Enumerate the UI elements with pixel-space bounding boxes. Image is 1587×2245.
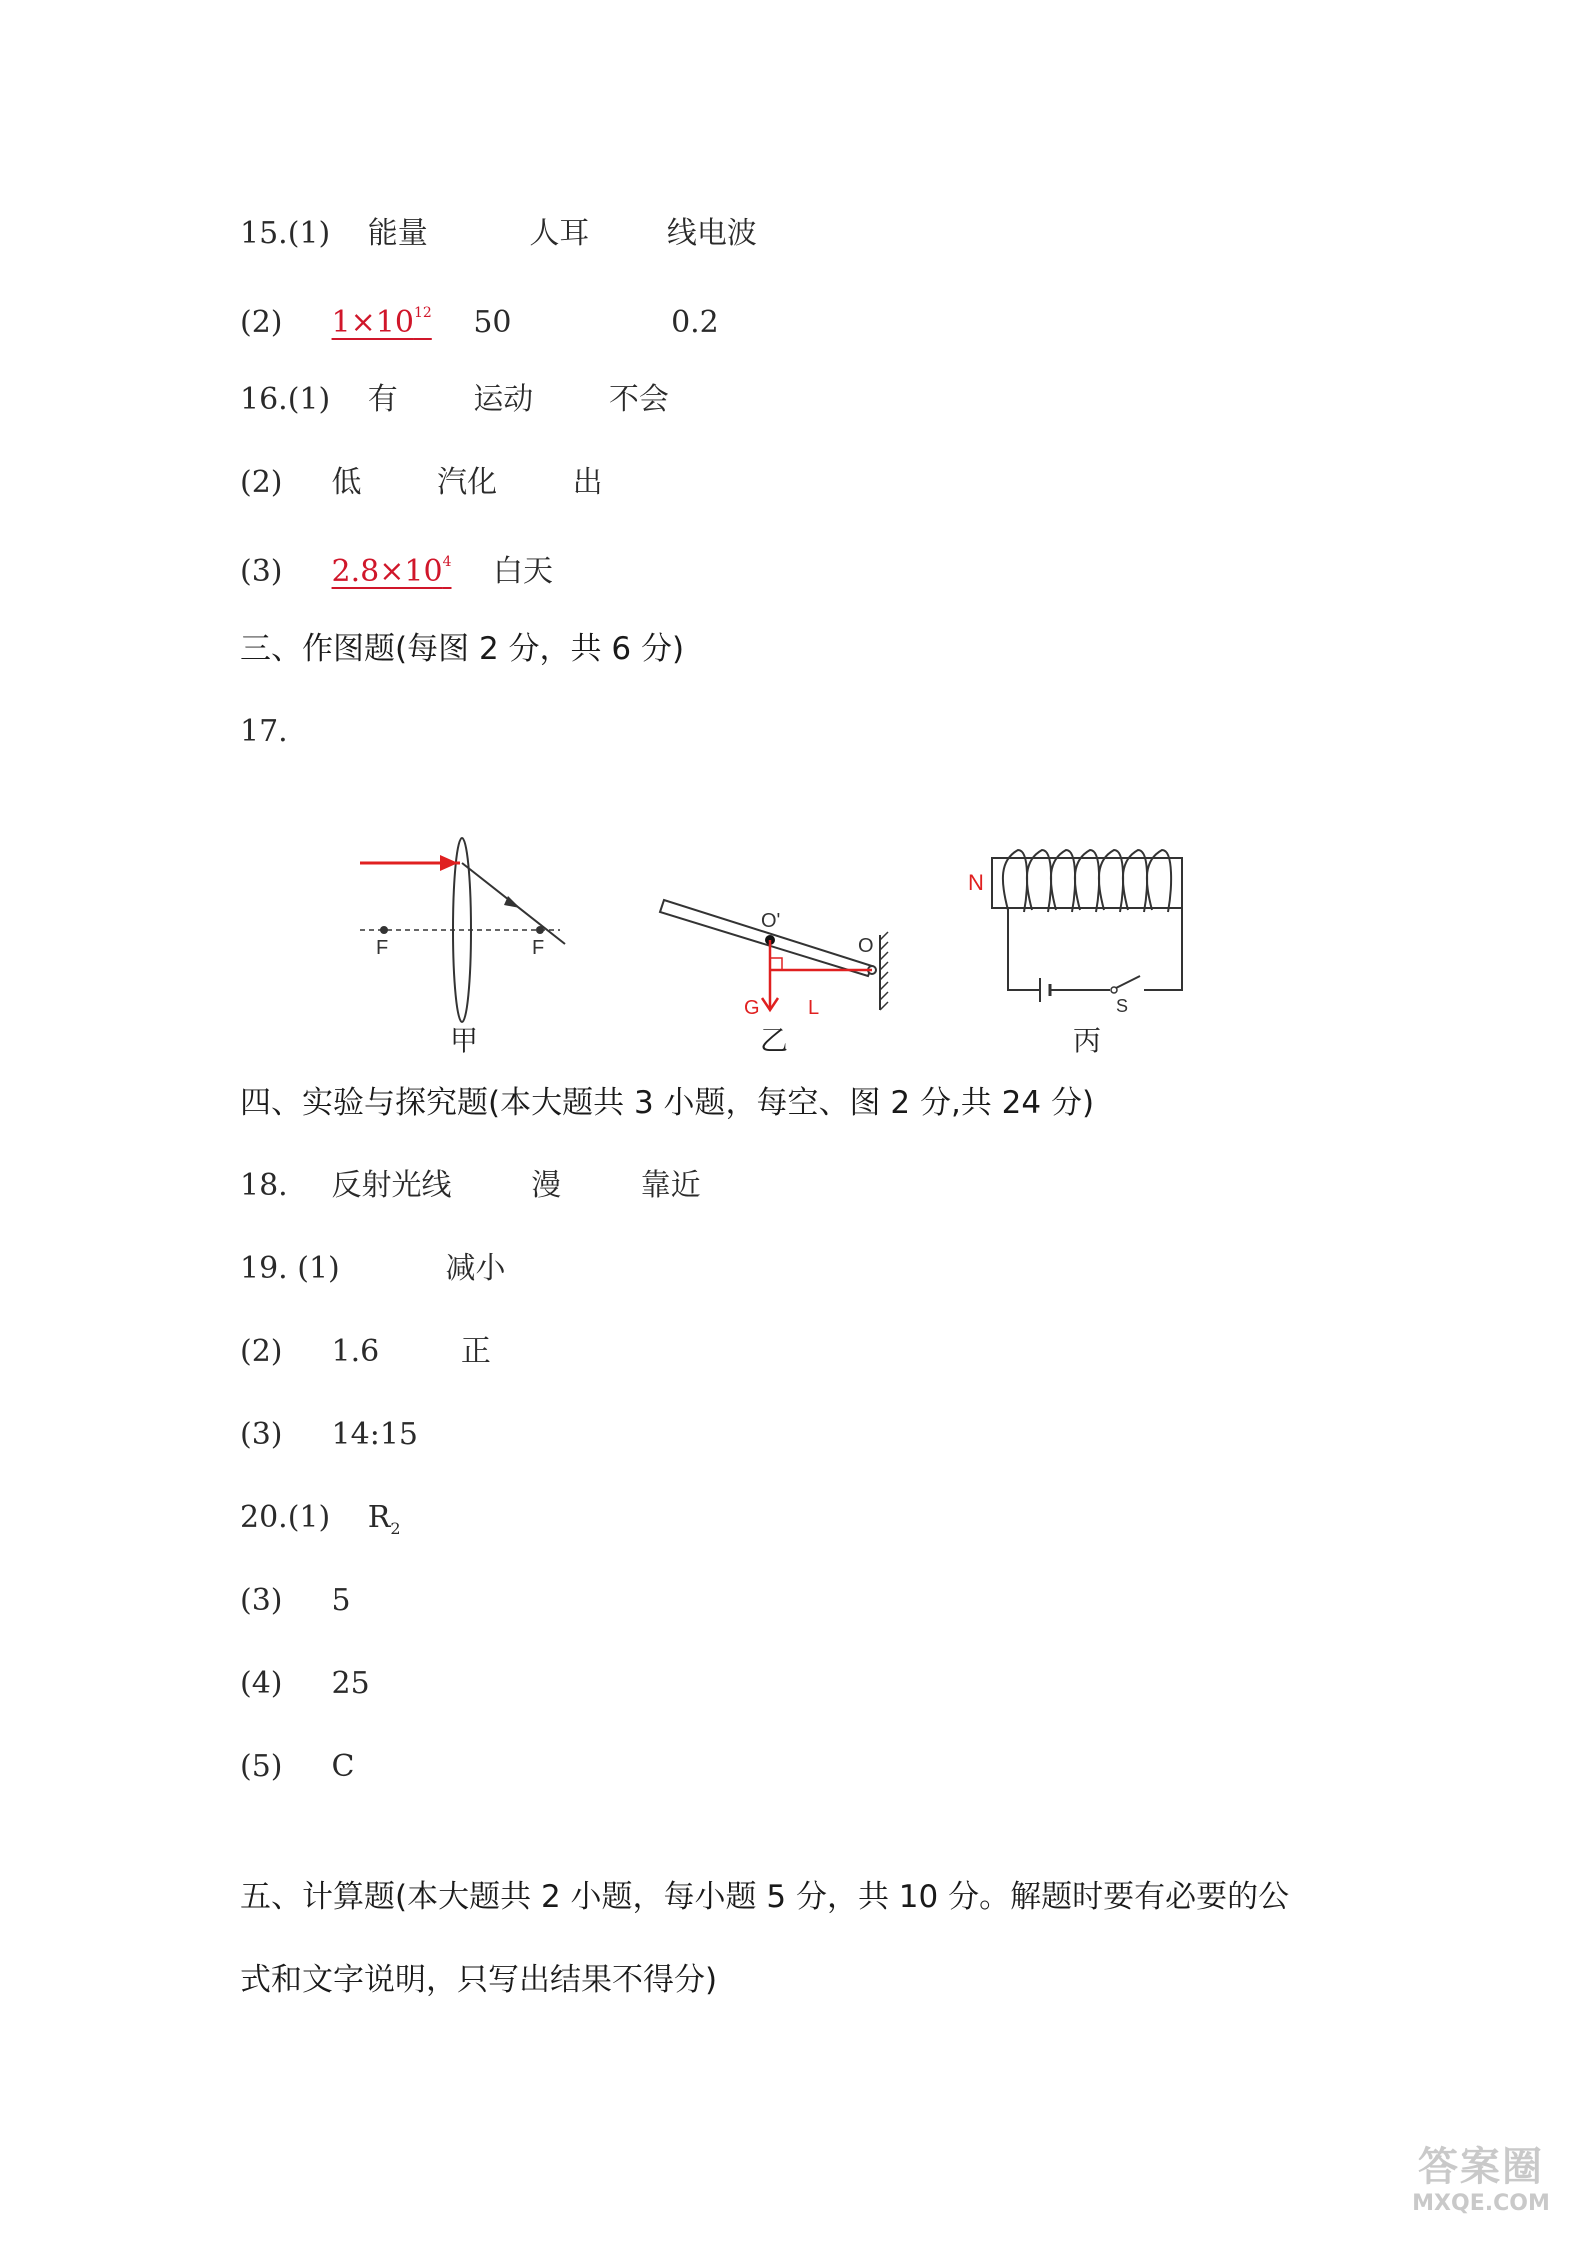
q16-p2-answer3: 出 [572,465,603,500]
q19-part1 [240,1249,576,1289]
focus-right-dot [536,926,544,934]
q19-p2-answer2: 正 [460,1334,491,1369]
q18-answer2: 漫 [531,1168,562,1203]
arm-label: L [808,997,820,1019]
watermark-title: 答案圈 [1418,2144,1544,2190]
q15-part1-label: 15.(1) [240,216,331,251]
q20-p1-answer1-sub: 2 [390,1519,401,1538]
q18-label: 18. [240,1168,288,1203]
wire-left [1008,908,1040,990]
right-angle-mark [770,958,782,970]
q19-p3-answer1: 14:15 [331,1417,419,1452]
lens-diagram [360,838,565,1057]
q16-part2-label: (2) [240,465,283,500]
q15-p2-answer2: 50 [473,305,512,340]
q20-part3-label: (3) [240,1583,283,1618]
q18-answer1: 反射光线 [331,1168,452,1203]
q15-part1 [240,214,827,254]
q19-part1-label: 19. (1) [240,1251,340,1286]
focus-left-label: F [376,937,389,959]
q19-part2 [240,1332,561,1372]
q18-answer3: 靠近 [640,1168,701,1203]
q17-label: 17. [240,714,288,749]
q19-p2-answer1: 1.6 [331,1334,380,1369]
section5-title-line1: 五、计算题(本大题共 2 小题，每小题 5 分，共 10 分。解题时要有必要的公 [240,1879,1290,1915]
q20-part5 [240,1747,425,1787]
solenoid-diagram [968,850,1182,1057]
q15-p2-answer1-base: 1×10 [331,305,414,340]
section3-title: 三、作图题(每图 2 分，共 6 分) [240,631,685,667]
wall-hatching [880,932,888,1010]
q15-part2-label: (2) [240,305,283,340]
center-label: O' [761,910,781,932]
q15-p2-answer1-exp: 12 [413,305,432,321]
q17-figure [340,830,1220,1060]
solenoid-core [992,858,1182,908]
q16-part1 [240,380,739,420]
watermark-url: MXQE.COM [1412,2191,1550,2216]
switch-label: S [1116,996,1129,1016]
q16-part3 [240,546,623,592]
q16-part2 [240,463,673,503]
q20-p1-answer1 [368,1498,401,1549]
q20-part4-label: (4) [240,1666,283,1701]
q20-p1-answer1-base: R [367,1500,391,1535]
pole-label: N [968,870,984,895]
q16-p1-answer2: 运动 [473,382,534,417]
q20-p5-answer1: C [331,1749,355,1784]
q16-p1-answer1: 有 [367,382,398,417]
focus-left-dot [380,926,388,934]
q16-part1-label: 16.(1) [240,382,331,417]
q16-p2-answer1: 低 [331,465,362,500]
q20-part4 [240,1664,440,1704]
q20-part1 [240,1498,471,1549]
focus-right-label: F [532,937,545,959]
switch-blade [1116,976,1140,988]
watermark-logo [1391,2143,1571,2233]
q16-p2-answer2: 汽化 [437,465,498,500]
caption-yi: 乙 [760,1024,789,1057]
caption-jia: 甲 [450,1024,479,1057]
q20-p3-answer1: 5 [331,1583,351,1618]
q16-p1-answer3: 不会 [608,382,669,417]
pivot-label: O [858,935,874,957]
q20-p4-answer1: 25 [331,1666,370,1701]
q19-p1-answer1: 减小 [445,1251,506,1286]
q20-part3 [240,1581,421,1621]
caption-bing: 丙 [1073,1024,1102,1057]
q15-p1-answer1: 能量 [367,216,428,251]
q18-line [240,1166,771,1206]
q16-p3-answer2: 白天 [493,554,554,589]
q16-p3-answer1-exp: 4 [442,554,452,570]
q20-part5-label: (5) [240,1749,283,1784]
q19-part3-label: (3) [240,1417,283,1452]
q15-part2 [240,297,789,343]
q20-part1-label: 20.(1) [240,1500,331,1535]
q15-p1-answer2: 人耳 [529,216,590,251]
q17-diagram [340,830,1220,1060]
section5-title-line2: 式和文字说明，只写出结果不得分) [240,1962,718,1998]
gravity-label: G [744,997,760,1019]
q19-part2-label: (2) [240,1334,283,1369]
lever-diagram [660,900,888,1057]
q19-part3 [240,1415,488,1455]
q15-p2-answer1 [332,297,432,343]
q15-p2-answer3: 0.2 [671,305,719,340]
section4-title: 四、实验与探究题(本大题共 3 小题，每空、图 2 分,共 24 分) [240,1085,1095,1121]
q15-p1-answer3: 线电波 [666,216,757,251]
wire-right [1144,908,1182,990]
q16-p3-answer1-base: 2.8×10 [331,554,443,589]
q16-part3-label: (3) [240,554,283,589]
q16-p3-answer1 [332,546,452,592]
